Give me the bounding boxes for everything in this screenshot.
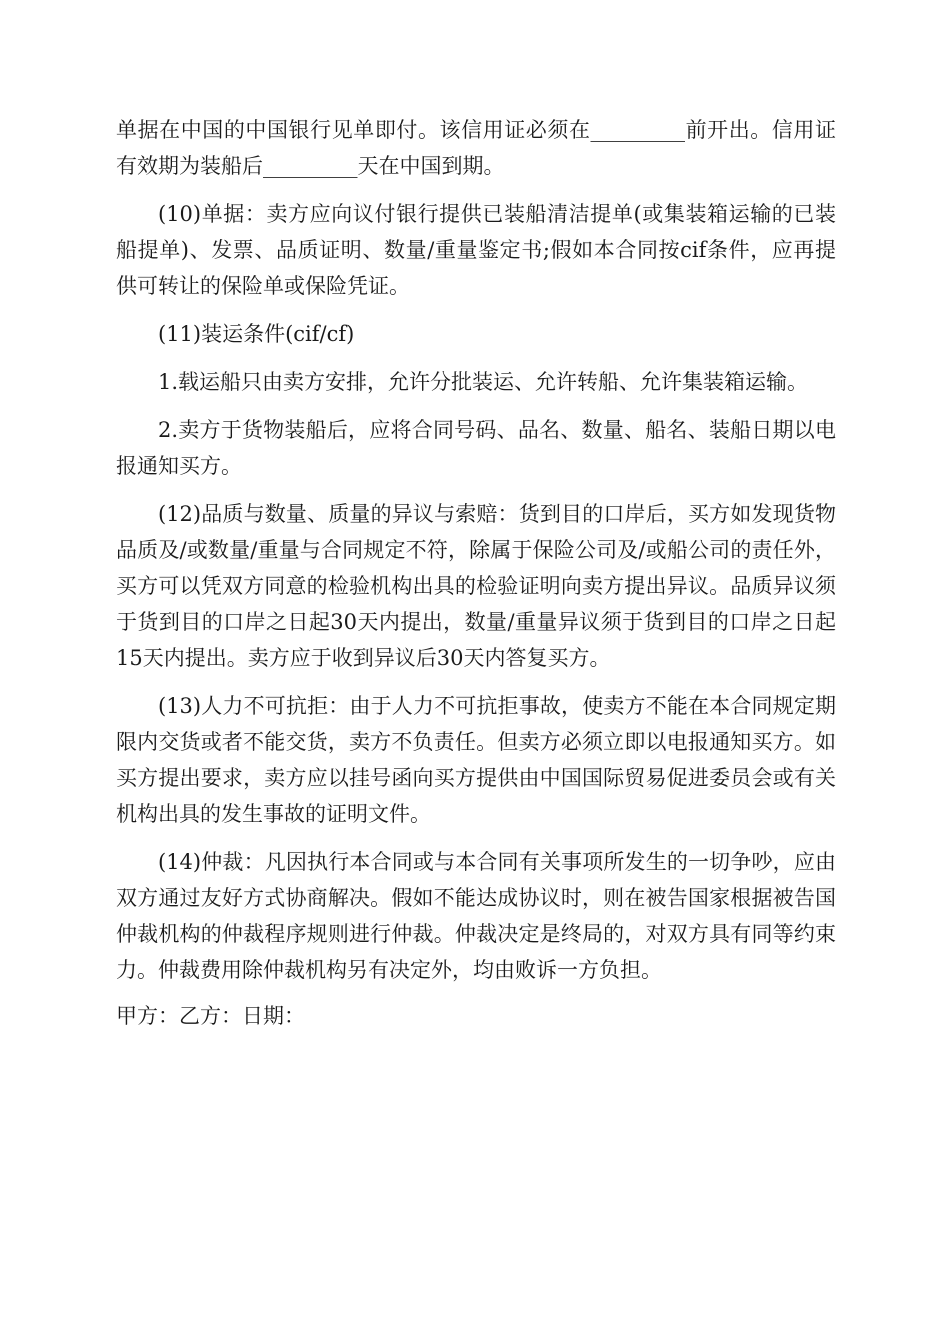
signature-line: 甲方：乙方：日期： — [116, 1004, 305, 1028]
paragraph-clause-11-item-2: 2.卖方于货物装船后，应将合同号码、品名、数量、船名、装船日期以电报通知买方。 — [116, 418, 836, 478]
paragraph-payment-continuation: 单据在中国的中国银行见单即付。该信用证必须在_________前开出。信用证有效期为装船后_________天在中国到期。 — [116, 118, 836, 178]
paragraph-clause-11-item-1: 1.载运船只由卖方安排，允许分批装运、允许转船、允许集装箱运输。 — [158, 370, 809, 394]
paragraph-clause-12-claims: (12)品质与数量、质量的异议与索赔：货到目的口岸后，买方如发现货物品质及/或数量/重量与合同规定不符，除属于保险公司及/或船公司的责任外，买方可以凭双方同意的检验机构出具的检验证明向卖方提出异议。品质异议须于货到目的口岸之日起30天内提出，数量/重量异议须于货到目的口岸之日起15天内提出。卖方应于收到异议后30天内答复买方。 — [116, 502, 836, 670]
paragraph-clause-14-arbitration: (14)仲裁：凡因执行本合同或与本合同有关事项所发生的一切争吵，应由双方通过友好方式协商解决。假如不能达成协议时，则在被告国家根据被告国仲裁机构的仲裁程序规则进行仲裁。仲裁决定是终局的，对双方具有同等约束力。仲裁费用除仲裁机构另有决定外，均由败诉一方负担。 — [116, 850, 836, 982]
paragraph-clause-13-force-majeure: (13)人力不可抗拒：由于人力不可抗拒事故，使卖方不能在本合同规定期限内交货或者不能交货，卖方不负责任。但卖方必须立即以电报通知买方。如买方提出要求，卖方应以挂号函向买方提供由中国国际贸易促进委员会或有关机构出具的发生事故的证明文件。 — [116, 694, 836, 826]
document-body — [116, 112, 836, 1034]
paragraph-clause-10-documents: (10)单据：卖方应向议付银行提供已装船清洁提单(或集装箱运输的已装船提单)、发票、品质证明、数量/重量鉴定书;假如本合同按cif条件，应再提供可转让的保险单或保险凭证。 — [116, 202, 836, 298]
paragraph-clause-11-shipment-heading: (11)装运条件(cif/cf) — [158, 322, 355, 346]
